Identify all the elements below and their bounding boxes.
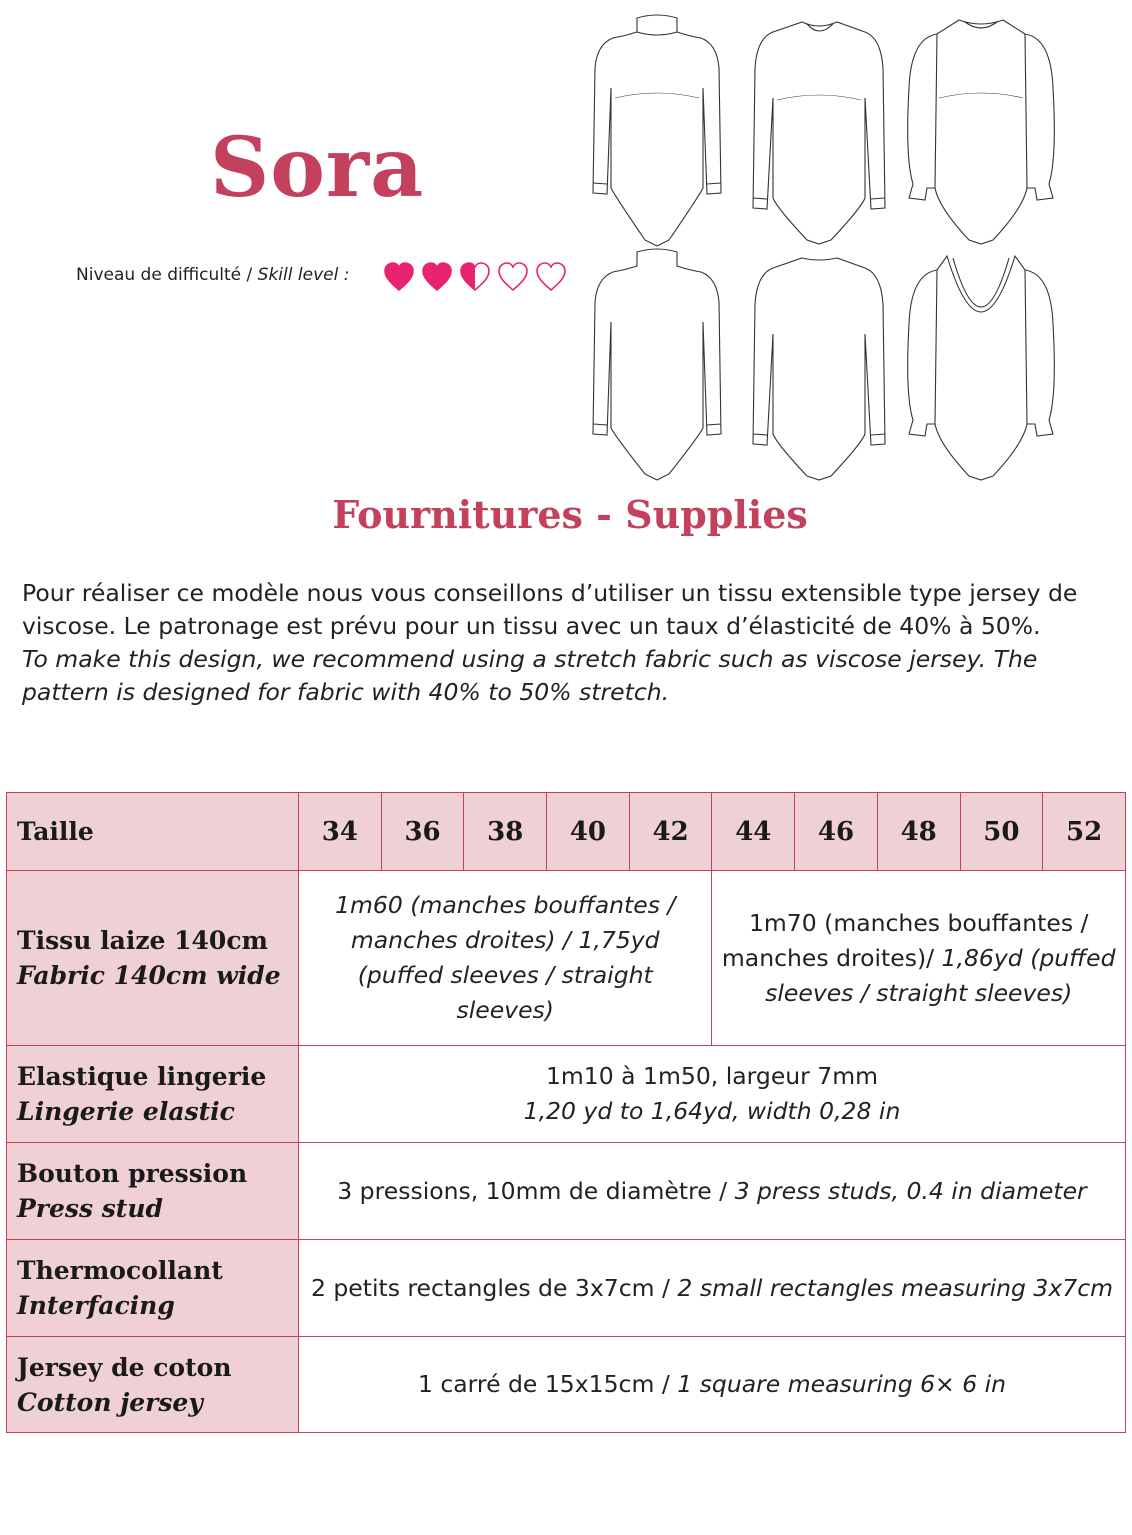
stud-label-en: Press stud bbox=[17, 1194, 164, 1223]
heart-icon-half bbox=[458, 260, 492, 294]
drawing-puffsleeve-back bbox=[908, 256, 1055, 480]
stud-label-fr: Bouton pression bbox=[17, 1159, 248, 1188]
cotton-label bbox=[7, 1337, 299, 1433]
heart-icon-full bbox=[382, 260, 416, 294]
drawing-crewneck-front bbox=[753, 22, 885, 244]
interfacing-value bbox=[299, 1240, 1126, 1337]
cotton-row bbox=[7, 1337, 1126, 1433]
elastic-value-en: 1,20 yd to 1,64yd, width 0,28 in bbox=[523, 1097, 901, 1125]
fabric-left-en: (puffed sleeves / straight sleeves) bbox=[357, 961, 653, 1024]
interfacing-value-fr: 2 petits rectangles de 3x7cm / bbox=[310, 1273, 670, 1302]
stud-value bbox=[299, 1143, 1126, 1240]
heart-icon-empty bbox=[534, 260, 568, 294]
section-title: Fournitures - Supplies bbox=[332, 492, 808, 537]
fabric-right-fr: 1m70 (manches bouffantes / manches droites)/ bbox=[721, 908, 1089, 972]
intro-text bbox=[22, 577, 1122, 709]
drawing-turtleneck-back bbox=[593, 249, 721, 480]
size-row bbox=[7, 793, 1126, 871]
skill-level-label bbox=[76, 265, 349, 285]
skill-rating bbox=[382, 260, 568, 294]
elastic-label-fr: Elastique lingerie bbox=[17, 1062, 267, 1091]
elastic-value bbox=[299, 1046, 1126, 1143]
intro-fr: Pour réaliser ce modèle nous vous conseillons d’utiliser un tissu extensible type jersey de viscose. Le patronage est prévu pour un tissu avec un taux d’élasticité de 40% à 50%. bbox=[22, 579, 1078, 640]
drawing-crewneck-back bbox=[753, 258, 885, 480]
fabric-row bbox=[7, 871, 1126, 1046]
heart-icon-full bbox=[420, 260, 454, 294]
supplies-table bbox=[6, 792, 1126, 1433]
size-cell: 40 bbox=[547, 793, 630, 871]
size-cell: 38 bbox=[464, 793, 547, 871]
drawing-puffsleeve-front bbox=[908, 20, 1055, 244]
cotton-label-en: Cotton jersey bbox=[17, 1387, 203, 1417]
fabric-right-yd: 1,86yd bbox=[941, 943, 1023, 972]
stud-label bbox=[7, 1143, 299, 1240]
cotton-value bbox=[299, 1337, 1126, 1433]
fabric-value-small bbox=[299, 871, 712, 1046]
drawing-turtleneck-front bbox=[593, 15, 721, 246]
elastic-value-fr: 1m10 à 1m50, largeur 7mm bbox=[545, 1062, 879, 1090]
fabric-label-en: Fabric 140cm wide bbox=[17, 961, 281, 990]
cotton-value-en: 1 square measuring 6× 6 in bbox=[677, 1370, 1007, 1398]
size-cell: 52 bbox=[1043, 793, 1126, 871]
interfacing-label-fr: Thermocollant bbox=[17, 1256, 223, 1285]
heart-icon-empty bbox=[496, 260, 530, 294]
stud-value-fr: 3 pressions, 10mm de diamètre / bbox=[337, 1176, 728, 1205]
size-cell: 50 bbox=[960, 793, 1043, 871]
interfacing-label-en: Interfacing bbox=[17, 1291, 175, 1320]
skill-label-fr: Niveau de difficulté / bbox=[76, 265, 253, 285]
size-cell: 42 bbox=[629, 793, 712, 871]
elastic-label bbox=[7, 1046, 299, 1143]
fabric-label-fr: Tissu laize 140cm bbox=[17, 926, 268, 955]
intro-en: To make this design, we recommend using a stretch fabric such as viscose jersey. The pattern is designed for fabric with 40% to 50% stretch. bbox=[22, 645, 1038, 706]
interfacing-value-en: 2 small rectangles measuring 3x7cm bbox=[677, 1273, 1114, 1302]
size-cell: 44 bbox=[712, 793, 795, 871]
technical-drawings bbox=[585, 8, 1080, 483]
stud-value-en: 3 press studs, 0.4 in diameter bbox=[734, 1176, 1087, 1205]
size-cell: 48 bbox=[877, 793, 960, 871]
size-cell: 34 bbox=[299, 793, 382, 871]
fabric-right-en: (puffed sleeves / straight sleeves) bbox=[765, 943, 1116, 1007]
stud-row bbox=[7, 1143, 1126, 1240]
skill-label-en: Skill level : bbox=[257, 265, 350, 285]
size-label: Taille bbox=[7, 793, 299, 871]
pattern-title: Sora bbox=[210, 120, 425, 216]
interfacing-row bbox=[7, 1240, 1126, 1337]
interfacing-label bbox=[7, 1240, 299, 1337]
fabric-value-large bbox=[712, 871, 1126, 1046]
size-cell: 46 bbox=[795, 793, 878, 871]
elastic-row bbox=[7, 1046, 1126, 1143]
fabric-left-fr: 1m60 (manches bouffantes / manches droites) / 1,75yd bbox=[335, 891, 676, 954]
cotton-label-fr: Jersey de coton bbox=[17, 1352, 232, 1382]
fabric-label bbox=[7, 871, 299, 1046]
size-cell: 36 bbox=[381, 793, 464, 871]
elastic-label-en: Lingerie elastic bbox=[17, 1097, 235, 1126]
cotton-value-fr: 1 carré de 15x15cm / bbox=[417, 1370, 670, 1398]
